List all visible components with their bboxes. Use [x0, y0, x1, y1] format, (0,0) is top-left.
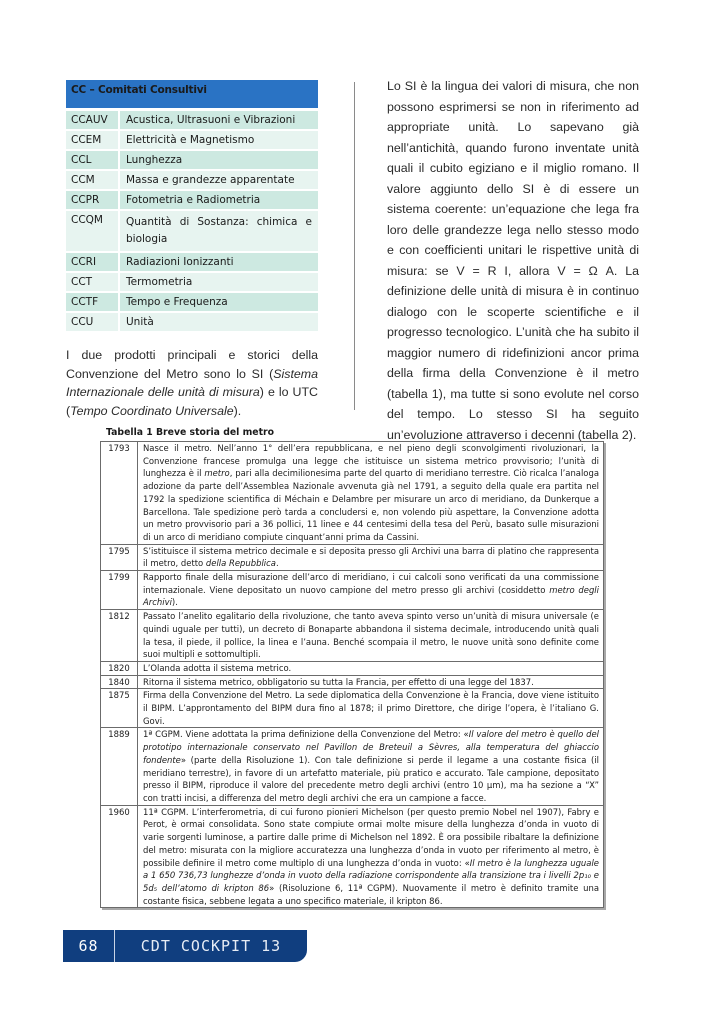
- table-row: [66, 151, 318, 171]
- table-row: [101, 728, 603, 805]
- text-run: , pari alla decimilionesima parte del quarto di meridiano terrestre. Ciò ricalca l’analoga adozione da parte dell’Assemblea Nazionale avvenuta già nel 1791, a seguito della quale era partita nel 1792 la spedizione scientifica di Méchain e Delambre per misurare un arco di meridiano, da Dunkerque a Barcellona. Tale spedizione però tarda a concludersi e, non volendo più aspettare, la Convenzione adotta un metro provvisorio pari a 36 pollici, 11 linee e 44 centesimi della tesa del Perù, basato sulle misurazioni di un arco di meridiano compiute cinquant’anni prima da Cassini.: [143, 468, 599, 542]
- year-cell: 1889: [101, 728, 138, 805]
- text-run: ).: [233, 403, 242, 418]
- table-row: [66, 253, 318, 273]
- table-caption: Tabella 1 Breve storia del metro: [106, 427, 274, 438]
- year-cell: 1820: [101, 661, 138, 675]
- text-run: 11ª CGPM. L’interferometria, di cui furono pionieri Michelson (per questo premio Nobel nel 1907), Fabry e Perot, è ormai consolidata. Sono state compiute ormai molte misure della lunghezza d’onda in vuoto di varie sorgenti luminose, a partire dalle prime di Michelson nel 1892. È ora possibile ribaltare la definizione del metro: misurata con la migliore accuratezza una lunghezza d’onda in vuoto per riferimento al metro, è possibile definire il metro come multiplo di una lunghezza d’onda in vuoto: «: [143, 806, 599, 868]
- text-run: I due prodotti principali e storici della Convenzione del Metro sono lo SI (: [66, 348, 318, 381]
- italic-run: Il metro è la lunghezza uguale a 1 650 736,73 lunghezze d’onda in vuoto della radiazione corrispondente alla transizione tra i livelli 2p₁₀ e 5d₅ dell’atomo di kripton 86: [143, 857, 599, 893]
- page-footer: [63, 930, 307, 962]
- committee-name: Elettricità e Magnetismo: [126, 134, 255, 146]
- text-run: Rapporto finale della misurazione dell’arco di meridiano, i cui calcoli sono verificati da una commissione internazionale. Viene depositato un nuovo campione del metro presso gli archivi (cosiddetto: [143, 572, 599, 595]
- committee-name: Termometria: [126, 276, 193, 288]
- table-row: [101, 610, 603, 662]
- description-cell: [138, 442, 604, 544]
- year-cell: 1840: [101, 675, 138, 689]
- committee-name: Fotometria e Radiometria: [126, 194, 261, 206]
- committee-name: Lunghezza: [126, 154, 183, 166]
- table-row: [66, 273, 318, 293]
- table-row: [66, 171, 318, 191]
- table-header: CC – Comitati Consultivi: [66, 80, 318, 108]
- page-number: 68: [63, 930, 115, 962]
- table-row: [101, 571, 603, 610]
- committee-code: CCQM: [66, 211, 120, 251]
- text-run: » (parte della Risoluzione 1). Con tale definizione si perde il legame a una costante fisica (il meridiano terrestre), in favore di un artefatto materiale, più pratico e accurato. Tale campione, depositato presso il BIPM, riproduce il valore del precedente metro degli archivi (entro 10 µm), ma ha sezione a “X” con tratti incisi, a differenza del metro degli archivi che era un campione a facce.: [143, 754, 599, 803]
- committee-code: CCM: [66, 171, 120, 189]
- table-row: [66, 191, 318, 211]
- italic-run: Il valore del metro è quello del prototipo internazionale conservato nel Pavillon de Breteuil a Sèvres, alla temperatura del ghiaccio fondente: [143, 729, 599, 765]
- committee-code: CCTF: [66, 293, 120, 311]
- committee-name: Radiazioni Ionizzanti: [126, 256, 234, 268]
- table-row: [66, 111, 318, 131]
- table-row: [101, 805, 603, 907]
- comitati-consultivi-table: [66, 80, 318, 333]
- description-cell: [138, 544, 604, 570]
- right-column-paragraph: Lo SI è la lingua dei valori di misura, che non possono esprimersi se non in riferimento ad appropriate unità. Lo sapevano già nell’antichità, quando furono inventate unità quali il cubito egiziano e il miglio romano. Il valore aggiunto dello SI è di essere un sistema coerente: un’equazione che lega fra loro delle grandezze lega nello stesso modo e con coefficienti unitari le rispettive unità di misura: se V = R I, allora V = Ω A. La definizione delle unità di misura è in continuo dialogo con le scoperte scientifiche e il progresso tecnologico. L’unità che ha subito il maggior numero di ridefinizioni ancor prima della firma della Convenzione è il metro (tabella 1), ma tutte si sono evolute nel corso del tempo. Lo stesso SI ha seguito un’evoluzione attraverso i decenni (tabella 2).: [387, 79, 639, 442]
- description-cell: [138, 571, 604, 610]
- italic-run: Tempo Coordinato Universale: [70, 403, 234, 418]
- table-row: [66, 293, 318, 313]
- left-column-paragraph: [66, 346, 318, 420]
- description-cell: Passato l’anelito egalitario della rivoluzione, che tanto aveva spinto verso un’unità di misura universale (e quindi uguale per tutti), un decreto di Bonaparte abbandona il sistema decimale, introducendo unità quali la tesa, il piede, il pollice, la linea e l’auna. Benché scompaia il metro, le nuove unità sono definite come suoi multipli e sottomultipli.: [138, 610, 604, 662]
- year-cell: 1795: [101, 544, 138, 570]
- text-run: ).: [171, 597, 178, 608]
- table-row: [101, 544, 603, 570]
- year-cell: 1960: [101, 805, 138, 907]
- committee-code: CCEM: [66, 131, 120, 149]
- description-cell: Ritorna il sistema metrico, obbligatorio su tutta la Francia, per effetto di una legge del 1837.: [138, 675, 604, 689]
- magazine-title: CDT COCKPIT 13: [140, 937, 282, 955]
- text-run: .: [275, 558, 279, 569]
- table-row: [101, 675, 603, 689]
- committee-name: Tempo e Frequenza: [126, 296, 228, 308]
- committee-code: CCU: [66, 313, 120, 331]
- italic-run: della Repubblica: [205, 558, 276, 569]
- committee-name: Massa e grandezze apparentate: [126, 174, 295, 186]
- text-run: Nasce il metro. Nell’anno 1° dell’era repubblicana, e nel pieno degli sconvolgimenti rivoluzionari, la Convenzione francese promulga una legge che istituisce un sistema metrico provvisorio; l’unità di lunghezza è il: [143, 443, 599, 479]
- year-cell: 1812: [101, 610, 138, 662]
- table-row: [66, 131, 318, 151]
- committee-code: CCT: [66, 273, 120, 291]
- italic-run: Sistema Internazionale delle unità di misura: [66, 366, 318, 399]
- year-cell: 1793: [101, 442, 138, 544]
- description-cell: L’Olanda adotta il sistema metrico.: [138, 661, 604, 675]
- table-row: [101, 442, 603, 544]
- table-row: [101, 661, 603, 675]
- text-run: S’istituisce il sistema metrico decimale e si deposita presso gli Archivi una barra di platino che rappresenta il metro, detto: [143, 545, 599, 569]
- table-row: [66, 313, 318, 333]
- table-row: [66, 211, 318, 253]
- year-cell: 1875: [101, 689, 138, 728]
- text-run: 1ª CGPM. Viene adottata la prima definizione della Convenzione del Metro: «: [143, 729, 469, 740]
- committee-code: CCL: [66, 151, 120, 169]
- committee-name: Quantità di Sostanza: chimica e biologia: [126, 216, 312, 245]
- committee-code: CCAUV: [66, 111, 120, 129]
- description-cell: Firma della Convenzione del Metro. La sede diplomatica della Convenzione è la Francia, dove viene istituito il BIPM. L’approntamento del BIPM dura fino al 1878; il primo Direttore, che dirige l’opera, è l’italiano G. Govi.: [138, 689, 604, 728]
- italic-run: metro: [204, 468, 230, 479]
- column-divider: [354, 82, 355, 410]
- history-table: [100, 441, 604, 908]
- text-run: » (Risoluzione 6, 11ª CGPM). Nuovamente il metro è definito tramite una costante fisica, sebbene legata a uno specifico materiale, il kripton 86.: [143, 882, 599, 906]
- description-cell: [138, 805, 604, 907]
- text-run: ) e lo UTC (: [66, 385, 318, 418]
- committee-code: CCPR: [66, 191, 120, 209]
- committee-name: Unità: [126, 316, 154, 328]
- description-cell: [138, 728, 604, 805]
- committee-code: CCRI: [66, 253, 120, 271]
- year-cell: 1799: [101, 571, 138, 610]
- committee-name: Acustica, Ultrasuoni e Vibrazioni: [126, 114, 296, 126]
- table-row: [101, 689, 603, 728]
- italic-run: metro degli Archivi: [143, 584, 599, 608]
